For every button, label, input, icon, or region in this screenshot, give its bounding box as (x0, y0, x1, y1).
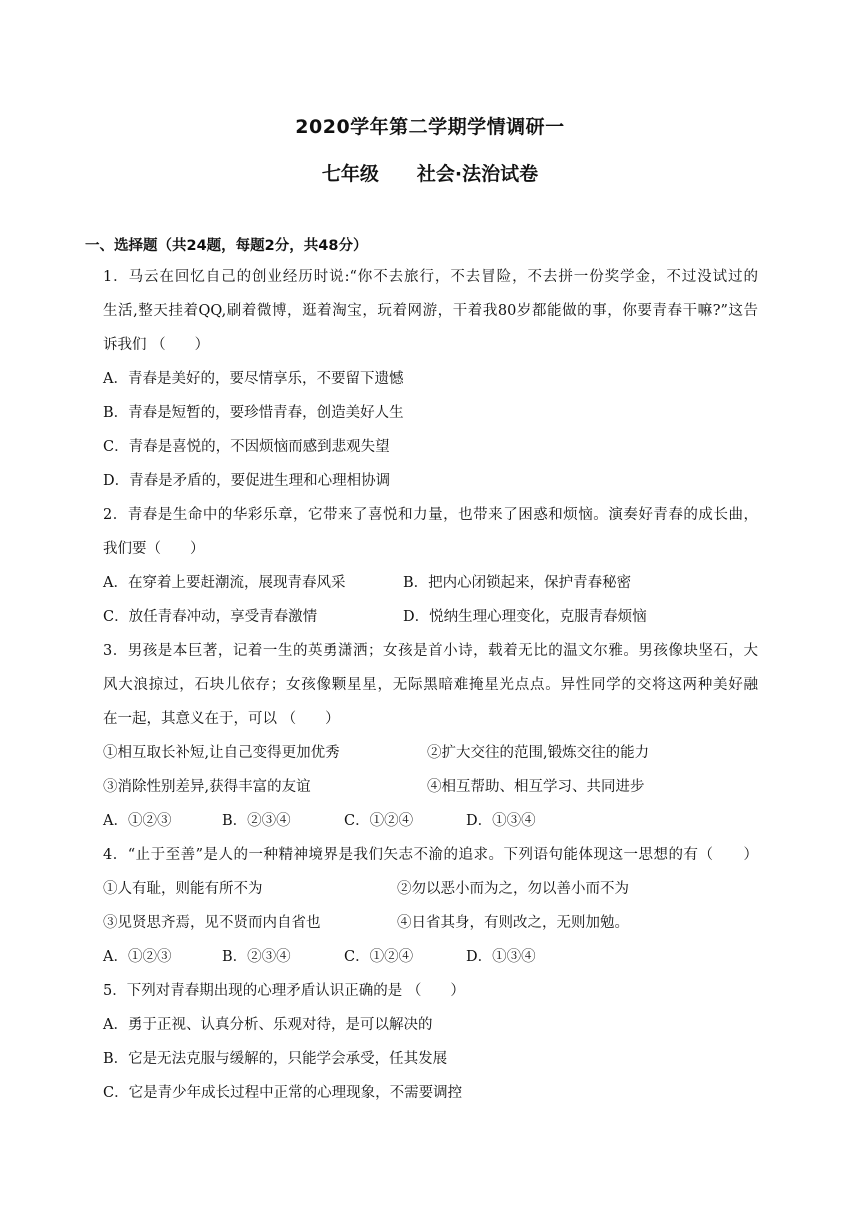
option-c: C．青春是喜悦的，不因烦恼而感到悲观失望 (103, 439, 390, 455)
option-d: D．青春是矛盾的，要促进生理和心理相协调 (103, 473, 391, 489)
option-b: B．青春是短暂的，要珍惜青春，创造美好人生 (103, 405, 404, 421)
statement-1: ①人有耻，则能有所不为 (103, 881, 263, 897)
exam-title: 2020学年第二学期学情调研一 (295, 116, 565, 138)
grade-label: 七年级 (321, 163, 379, 185)
subject-label: 社会·法治试卷 (416, 163, 539, 185)
option-d: D．悦纳生理心理变化，克服青春烦恼 (403, 609, 647, 625)
question-text-line: 5．下列对青春期出现的心理矛盾认识正确的是 （ ） (103, 983, 465, 999)
exam-subtitle (0, 159, 860, 186)
option-c: C．放任青春冲动，享受青春激情 (103, 609, 318, 625)
option-b: B．把内心闭锁起来，保护青春秘密 (403, 575, 632, 591)
choice-c: C．①②④ (344, 949, 414, 965)
statement-2: ②扩大交往的范围,锻炼交往的能力 (427, 745, 650, 761)
question-text-line: 2．青春是生命中的华彩乐章，它带来了喜悦和力量，也带来了困惑和烦恼。演奏好青春的成长曲， (103, 507, 758, 523)
section-heading: 一、选择题（共24题，每题2分，共48分） (85, 238, 368, 254)
statement-3: ③消除性别差异,获得丰富的友谊 (103, 779, 311, 795)
choice-c: C．①②④ (344, 813, 414, 829)
statement-4: ④相互帮助、相互学习、共同进步 (427, 779, 645, 795)
statement-2: ②勿以恶小而为之，勿以善小而不为 (397, 881, 629, 897)
option-b: B．它是无法克服与缓解的，只能学会承受，任其发展 (103, 1051, 448, 1067)
choice-a: A．①②③ (103, 949, 172, 965)
question-text-line: 4．“止于至善”是人的一种精神境界是我们矢志不渝的追求。下列语句能体现这一思想的有（ ） (103, 847, 758, 863)
question-text-line: 我们要（ ） (103, 541, 205, 557)
choice-d: D．①③④ (466, 949, 536, 965)
option-a: A．勇于正视、认真分析、乐观对待，是可以解决的 (103, 1017, 433, 1033)
question-text-line: 1．马云在回忆自己的创业经历时说:“你不去旅行，不去冒险，不去拼一份奖学金，不过没试过的 (103, 269, 758, 285)
statement-4: ④日省其身，有则改之，无则加勉。 (397, 915, 629, 931)
question-text-line: 风大浪掠过，石块儿依存；女孩像颗星星，无际黑暗难掩星光点点。异性同学的交将这两种美好融 (103, 677, 758, 693)
choice-b: B．②③④ (222, 813, 291, 829)
question-text-line: 诉我们 （ ） (103, 337, 210, 353)
option-a: A．在穿着上要赶潮流，展现青春风采 (103, 575, 346, 591)
option-c: C．它是青少年成长过程中正常的心理现象，不需要调控 (103, 1085, 463, 1101)
choice-d: D．①③④ (466, 813, 536, 829)
choice-b: B．②③④ (222, 949, 291, 965)
question-text-line: 3．男孩是本巨著，记着一生的英勇潇洒；女孩是首小诗，载着无比的温文尔雅。男孩像块坚石，大 (103, 643, 758, 659)
statement-1: ①相互取长补短,让自己变得更加优秀 (103, 745, 340, 761)
statement-3: ③见贤思齐焉，见不贤而内自省也 (103, 915, 321, 931)
question-text-line: 在一起，其意义在于，可以 （ ） (103, 711, 340, 727)
choice-a: A．①②③ (103, 813, 172, 829)
option-a: A．青春是美好的，要尽情享乐，不要留下遗憾 (103, 371, 404, 387)
question-text-line: 生活,整天挂着QQ,刷着微博，逛着淘宝，玩着网游，干着我80岁都能做的事，你要青春干嘛?”这告 (103, 303, 758, 319)
